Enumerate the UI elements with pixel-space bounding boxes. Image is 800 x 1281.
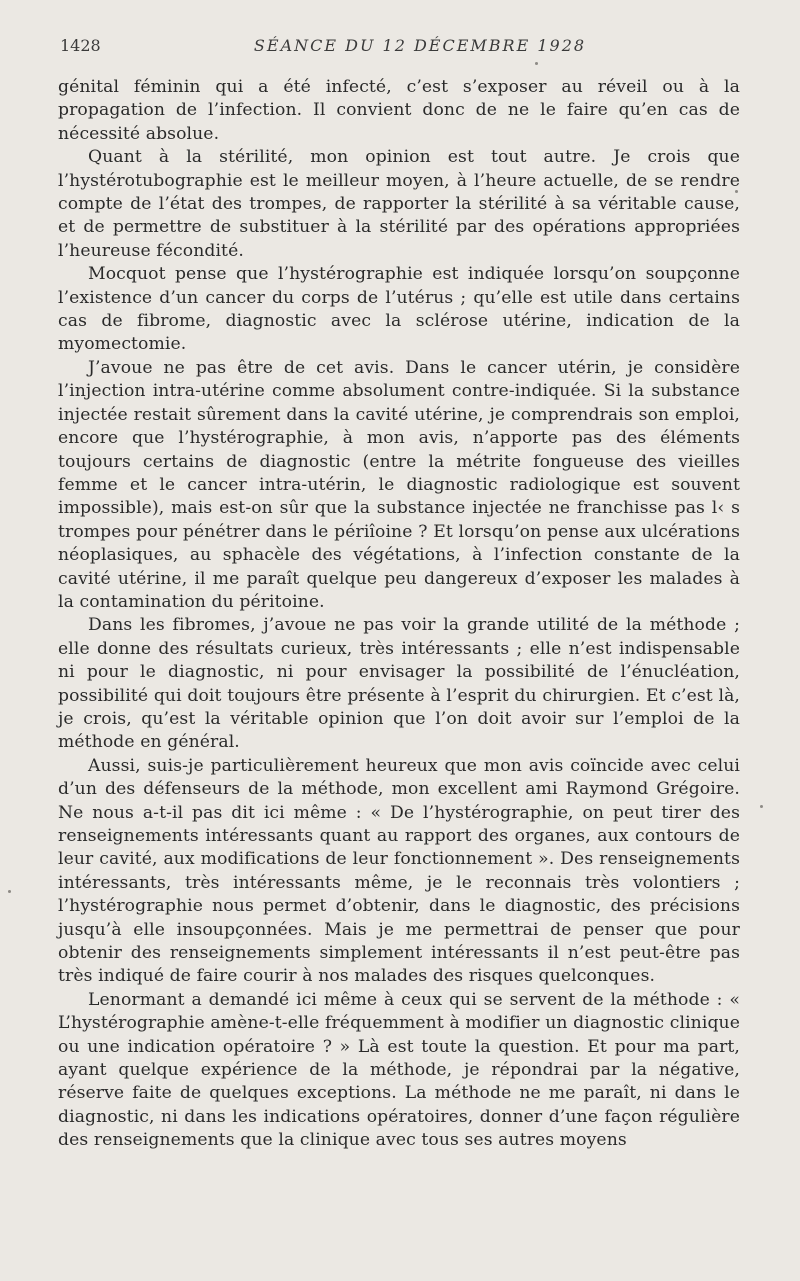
print-speck <box>760 805 763 808</box>
print-speck <box>535 62 538 65</box>
paragraph: génital féminin qui a été infecté, c’est s’exposer au réveil ou à la propagation de l’infection. Il convient donc de ne le faire qu’en cas de nécessité absolue. <box>58 77 740 144</box>
header-title: SÉANCE DU 12 DÉCEMBRE 1928 <box>253 36 587 55</box>
paragraph: Mocquot pense que l’hystérographie est indiquée lorsqu’on soupçonne l’existence d’un cancer du corps de l’utérus ; qu’elle est utile dans certains cas de fibrome, diagnostic avec la sclérose utérine, indication de la myomectomie. <box>58 264 740 355</box>
print-speck <box>8 890 11 893</box>
body-text <box>58 76 740 1153</box>
paragraph: Quant à la stérilité, mon opinion est tout autre. Je crois que l’hystérotubographie est le meilleur moyen, à l’heure actuelle, de se rendre compte de l’état des trompes, de rapporter la stérilité à sa véritable cause, et de permettre de substituer à la stérilité par des opérations appropriées l’heureuse fécondité. <box>58 147 740 261</box>
paragraph: Lenormant a demandé ici même à ceux qui se servent de la méthode : « L’hystérographie amène-t-elle fréquemment à modifier un diagnostic clinique ou une indication opératoire ? » Là est toute la question. Et pour ma part, ayant quelque expérience de la méthode, je répondrai par la négative, réserve faite de quelques exceptions. La méthode ne me paraît, ni dans le diagnostic, ni dans les indications opératoires, donner d’une façon régulière des renseignements que la clinique avec tous ses autres moyens <box>58 989 740 1151</box>
paragraph: Dans les fibromes, j’avoue ne pas voir la grande utilité de la méthode ; elle donne des résultats curieux, très intéressants ; elle n’est indispensable ni pour le diagnostic, ni pour envisager la possibilité de l’énucléation, possibilité qui doit toujours être présente à l’esprit du chirurgien. Et c’est là, je crois, qu’est la véritable opinion que l’on doit avoir sur l’emploi de la méthode en général. <box>58 615 740 753</box>
paragraph: J’avoue ne pas être de cet avis. Dans le cancer utérin, je considère l’injection intra-utérine comme absolument contre-indiquée. Si la substance injectée restait sûrement dans la cavité utérine, je comprendrais son emploi, encore que l’hystérographie, à mon avis, n’apporte pas des éléments toujours certains de diagnostic (entre la métrite fongueuse des vieilles femme et le cancer intra-utérin, le diagnostic radiologique est souvent impossible), mais est-on sûr que la substance injectée ne franchisse pas l‹ s trompes pour pénétrer dans le périîoine ? Et lorsqu’on pense aux ulcérations néoplasiques, au sphacèle des végétations, à l’infection constante de la cavité utérine, il me paraît quelque peu dangereux d’exposer les malades à la contamination du péritoine. <box>58 357 740 612</box>
running-head <box>60 36 740 60</box>
paragraph: Aussi, suis-je particulièrement heureux que mon avis coïncide avec celui d’un des défenseurs de la méthode, mon excellent ami Raymond Grégoire. Ne nous a-t-il pas dit ici même : « De l’hystérographie, on peut tirer des renseignements intéressants quant au rapport des organes, aux contours de leur cavité, aux modifications de leur fonctionnement ». Des renseignements intéressants, très intéressants même, je le reconnais très volontiers ; l’hystérographie nous permet d’obtenir, dans le diagnostic, des précisions jusqu’à elle insoupçonnées. Mais je me permettrai de penser que pour obtenir des renseignements simplement intéressants il n’est peut-être pas très indiqué de faire courir à nos malades des risques quelconques. <box>58 755 740 987</box>
page-number: 1428 <box>60 36 101 55</box>
